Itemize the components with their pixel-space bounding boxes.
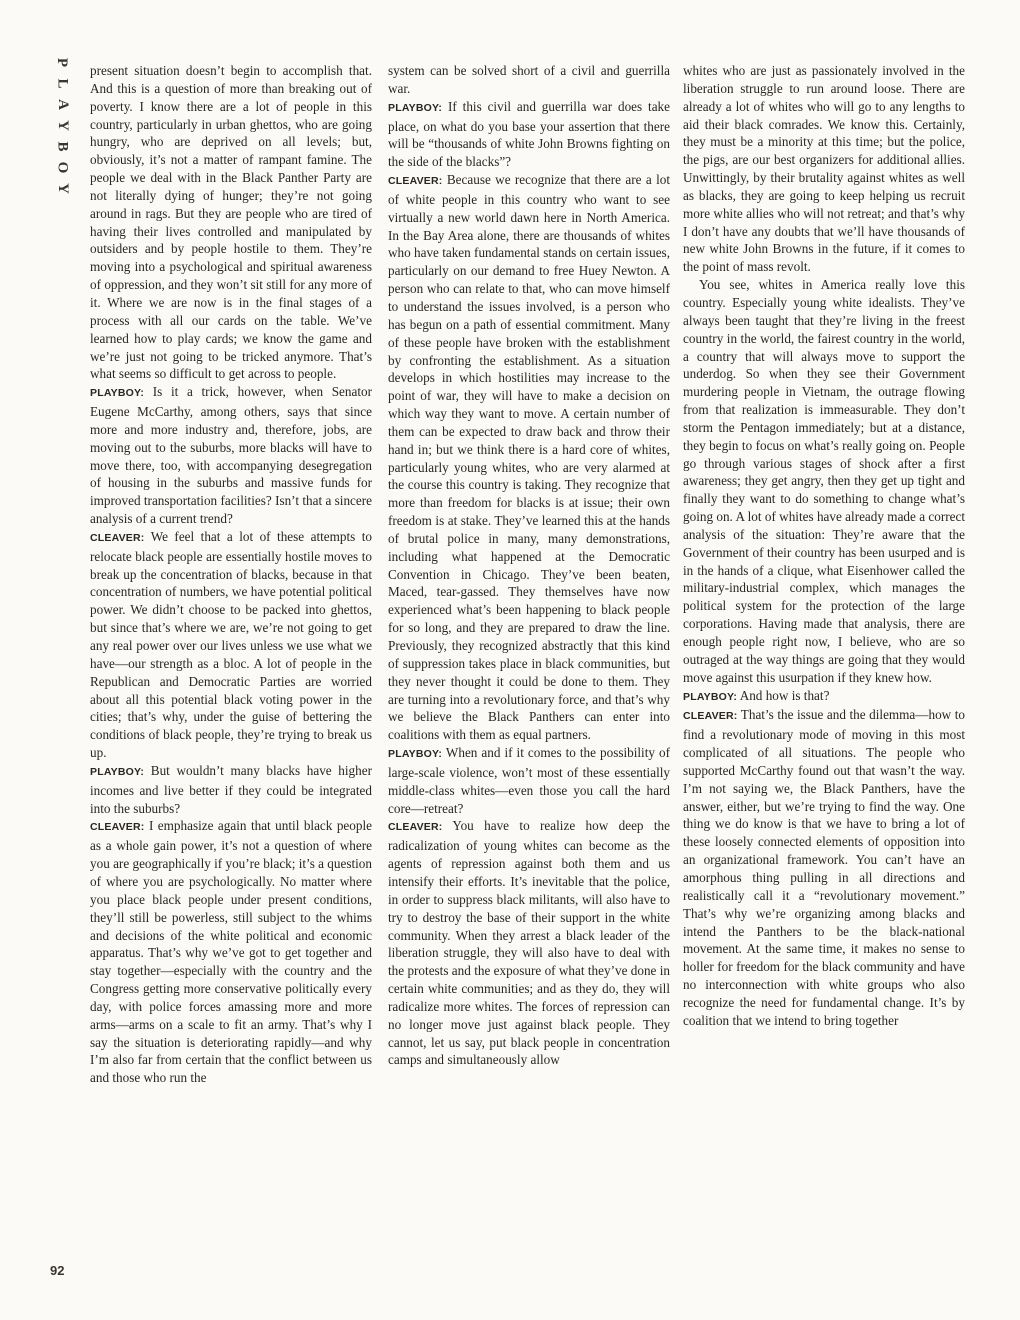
masthead-letter: P <box>54 57 71 68</box>
body-paragraph: system can be solved short of a civil and guerrilla war. <box>388 63 670 96</box>
speaker-label: PLAYBOY: <box>683 690 738 703</box>
paragraph-text: We feel that a lot of these attempts to relocate black people are essentially hostile moves to break up the concentration of blacks, because in that concentration of numbers, we have potential political power. We didn’t choose to be packed into ghettos, but since that’s where we are, we’re not going to get any real power over our lives unless we use what we have—our strength as a bloc. A lot of people in the Republican and Democratic Parties are worried about all this potential black voting power in the cities; that’s why, under the guise of bettering the conditions of black people, they’re trying to break us up. <box>90 528 372 761</box>
interview-answer <box>90 528 372 762</box>
masthead-playboy <box>52 52 72 199</box>
interview-question <box>683 687 965 707</box>
body-paragraph: You see, whites in America really love this country. Especially young white idealists. They’ve always been taught that they’re living in the freest country in the world, the fairest country in the world, a country that will always move to support the underdog. So when they see their Government murdering people in Vietnam, the outrage flowing from that realization is immeasurable. They don’t storm the Pentagon immediately; but at a distance, they begin to focus on what’s really going on. People go through various stages of shock after a first awareness; they get angry, then they get up tight and finally they want to do something to change what’s going on. A lot of whites have already made a correct analysis of the situation: They’re aware that the Government of their country has been usurped and is in the hands of a clique, what Eisenhower called the military-industrial complex, which manages the political system for the protection of the large corporations. Having made that analysis, there are enough people right now, I believe, who are so outraged at the way things are going that they would move against this usurpation if they knew how. <box>683 277 965 685</box>
paragraph-text: But wouldn’t many blacks have higher incomes and live better if they could be integrated into the suburbs? <box>90 762 372 816</box>
interview-answer <box>388 171 670 744</box>
interview-question <box>90 383 372 528</box>
speaker-label: PLAYBOY: <box>388 748 443 761</box>
speaker-label: CLEAVER: <box>90 821 145 834</box>
paragraph-text: Because we recognize that there are a lot of white people in this country who want to see virtually a new world dawn here in North America. In the Bay Area alone, there are thousands of whites who have taken fundamental stands on certain issues, particularly on our demand to free Huey Newton. A person who can relate to that, who can move himself to understand the issues involved, is a person who has begun on a path of essential commitment. Many of these people have broken with the establishment by confronting the establishment. As a situation develops in which hostilities may increase to the point of war, they will have to make a decision on which way they want to move. A certain number of them can be expected to draw back and throw their hand in; but we think there is a hard core of whites, particularly young whites, who are very alarmed at the course this country is taking. They recognize that more than freedom for blacks is at issue; their own freedom is at stake. They’ve learned this at the hands of brutal police in many, many demonstrations, including what happened at the Democratic Convention in Chicago. They’ve been beaten, Maced, tear-gassed. They themselves have now experienced what’s been happening to black people for so long, and they are prepared to draw the line. Previously, they recognized abstractly that this kind of suppression takes place in black communities, but they never thought it could be done to them. They are turning into a revolutionary force, and that’s why we believe the Black Panthers can enter into coalitions with them as equal partners. <box>388 172 670 743</box>
paragraph-text: You have to realize how deep the radicalization of young whites can become as the agents of repression against both them and us intensify their efforts. It’s inevitable that the police, in order to suppress black militants, will also have to try to destroy the base of their support in the white community. When they arrest a black leader of the liberation struggle, they will also have to deal with the protests and the exposure of what they’ve done in certain white communities; and as they do, they will radicalize more whites. The forces of repression can no longer move just against black people. They cannot, let us say, put black people in concentration camps and simultaneously allow <box>388 818 670 1068</box>
interview-question <box>388 98 670 171</box>
interview-answer <box>388 817 670 1069</box>
text-column-2 <box>388 62 670 1282</box>
interview-answer <box>683 706 965 1029</box>
masthead-letter: Y <box>54 183 71 194</box>
paragraph-text: If this civil and guerrilla war does take place, on what do you base your assertion that there will be “thousands of white John Browns fighting on the side of the blacks”? <box>388 98 670 170</box>
interview-answer <box>90 817 372 1087</box>
page-number: 92 <box>50 1263 65 1278</box>
interview-question <box>90 762 372 818</box>
masthead-letter: Y <box>54 120 71 131</box>
interview-question <box>388 744 670 817</box>
paragraph-text: I emphasize again that until black people as a whole gain power, it’s not a question of where you are geographically if you’re black; it’s a question of where you are psychologically. No matter where you place black people under present conditions, they’ll still be powerless, still subject to the whims and decisions of the white political and economic apparatus. That’s why we’ve got to get together and stay together—especially with the country and the Congress getting more conservative politically every day, with police forces amassing more and more arms—arms on a scale to fit an army. That’s why I say the situation is deteriorating rapidly—and why I’m also far from certain that the conflict between us and those who run the <box>90 818 372 1086</box>
paragraph-text: And how is that? <box>737 687 830 703</box>
speaker-label: CLEAVER: <box>683 710 738 723</box>
text-column-3 <box>683 62 965 1282</box>
speaker-label: CLEAVER: <box>388 821 443 834</box>
speaker-label: CLEAVER: <box>388 175 443 188</box>
speaker-label: PLAYBOY: <box>388 101 443 114</box>
speaker-label: CLEAVER: <box>90 531 145 544</box>
body-paragraph: whites who are just as passionately involved in the liberation struggle to run around loose. There are already a lot of whites who will go to any lengths to aid their black comrades. We know this. Certainly, they must be a minority at this time; but the police, the pigs, are our best organizers for additional allies. Unwittingly, by their brutality against whites as well as blacks, they are going to keep helping us recruit more white allies who will not retreat; and that’s why I don’t have any doubts that we’ll have thousands of new white John Browns in the future, if it comes to the point of mass revolt. <box>683 63 965 275</box>
body-paragraph: present situation doesn’t begin to accomplish that. And this is a question of more than breaking out of poverty. I know there are a lot of people in this country, particularly in urban ghettos, who are going hungry, who are deprived on all levels; but, obviously, it’s not a matter of rampant famine. The people we deal with in the Black Panther Party are not literally dying of hunger; they’re not going around in rags. But they are people who are tired of having their lives controlled and manipulated by outsiders and by people hostile to them. They’re moving into a psychological and spiritual awareness of oppression, and they won’t sit still for any more of it. Where we are now is in the final stages of a process with all our cards on the table. We’ve learned how to play cards; we know the game and we’re just not going to be tricked anymore. That’s what seems so difficult to get across to people. <box>90 63 372 382</box>
masthead-letter: O <box>54 161 71 174</box>
paragraph-text: When and if it comes to the possibility of large-scale violence, won’t most of these essentially middle-class whites—even those you call the hard core—retreat? <box>388 745 670 816</box>
speaker-label: PLAYBOY: <box>90 765 145 778</box>
masthead-letter: L <box>54 78 71 89</box>
masthead-letter: A <box>54 99 71 110</box>
masthead-letter: B <box>54 141 71 152</box>
paragraph-text: Is it a trick, however, when Senator Eugene McCarthy, among others, says that since more and more industry and, therefore, jobs, are moving out to the suburbs, more blacks will have to move there, too, with accompanying desegregation of housing in the suburbs and massive funds for improved transportation facilities? Isn’t that a sincere analysis of a current trend? <box>90 384 372 527</box>
paragraph-text: That’s the issue and the dilemma—how to find a revolutionary mode of moving in this most complicated of all situations. The people who supported McCarthy found out that wasn’t the way. I’m not saying we, the Black Panthers, have the answer, either, but we’re trying to find the way. One thing we do know is that we have to bring a lot of these loosely connected elements of opposition into an organizational framework. You can’t have an amorphous thing pulling in all directions and realistically call it a “revolutionary movement.” That’s why we’re organizing among blacks and intend the Panthers to be the black-national movement. At the same time, it makes no sense to holler for freedom for the black community and have no interconnection with white groups who also recognize the need for fundamental change. It’s by coalition that we intend to bring together <box>683 707 965 1028</box>
speaker-label: PLAYBOY: <box>90 387 145 400</box>
text-column-1 <box>90 62 372 1282</box>
